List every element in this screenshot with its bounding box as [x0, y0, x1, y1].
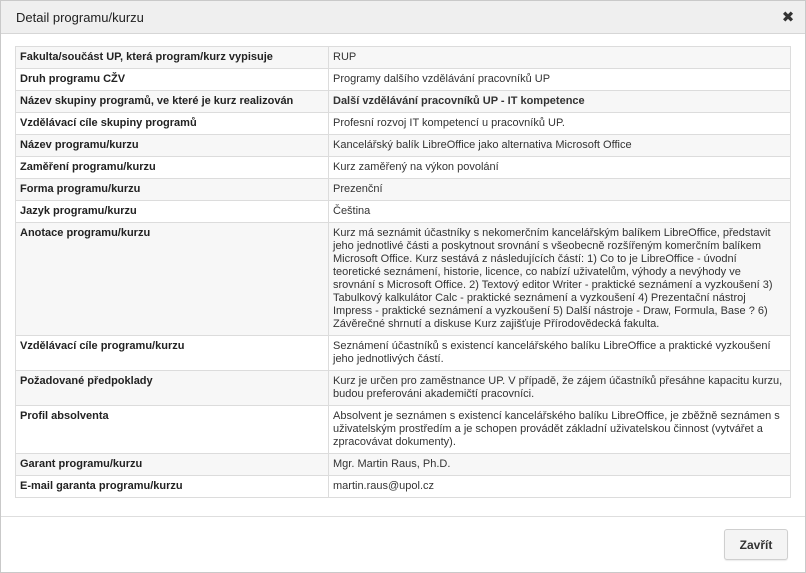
dialog-header	[1, 1, 805, 34]
row-label: Profil absolventa	[16, 406, 329, 454]
row-label: Garant programu/kurzu	[16, 454, 329, 476]
row-value: martin.raus@upol.cz	[329, 476, 791, 498]
row-label: Název skupiny programů, ve které je kurz realizován	[16, 91, 329, 113]
table-row	[16, 223, 791, 336]
row-value: Absolvent je seznámen s existencí kancelářského balíku LibreOffice, je zběžně seznámen s uživatelským prostředím a je schopen provádět základní uživatelskou činnost (vytvářet a zpracovávat dokumenty).	[329, 406, 791, 454]
table-row	[16, 69, 791, 91]
table-row	[16, 476, 791, 498]
row-value: Prezenční	[329, 179, 791, 201]
dialog-body	[15, 46, 791, 498]
row-label: E-mail garanta programu/kurzu	[16, 476, 329, 498]
row-value: Programy dalšího vzdělávání pracovníků UP	[329, 69, 791, 91]
row-value: Čeština	[329, 201, 791, 223]
row-label: Jazyk programu/kurzu	[16, 201, 329, 223]
row-label: Požadované předpoklady	[16, 371, 329, 406]
close-button[interactable]: Zavřít	[724, 529, 788, 560]
row-value: RUP	[329, 47, 791, 69]
row-label: Fakulta/součást UP, která program/kurz vypisuje	[16, 47, 329, 69]
table-row	[16, 406, 791, 454]
footer-divider	[1, 516, 805, 517]
row-value: Kurz zaměřený na výkon povolání	[329, 157, 791, 179]
row-value: Kurz má seznámit účastníky s nekomerčním kancelářským balíkem LibreOffice, představit jeho jednotlivé části a poskytnout srovnání s všeobecně rozšířeným komerčním balíkem Microsoft Office. Kurz sestává z následujících částí: 1) Co to je LibreOffice - úvodní teoretické seznámení, historie, licence, co nabízí uživatelům, výhody a nevýhody ve srovnání s Microsoft Office. 2) Textový editor Writer - praktické seznámení a vyzkoušení 3) Tabulkový kalkulátor Calc - praktické seznámení a vyzkoušení 4) Prezentační nástroj Impress - praktické seznámení a vyzkoušení 5) Další nástroje - Draw, Formula, Base ? 6) Závěrečné shrnutí a diskuse Kurz zajišťuje Přírodovědecká fakulta.	[329, 223, 791, 336]
table-row	[16, 113, 791, 135]
table-row	[16, 454, 791, 476]
row-label: Druh programu CŽV	[16, 69, 329, 91]
row-value: Další vzdělávání pracovníků UP - IT kompetence	[329, 91, 791, 113]
table-row	[16, 135, 791, 157]
row-label: Zaměření programu/kurzu	[16, 157, 329, 179]
row-value: Kurz je určen pro zaměstnance UP. V případě, že zájem účastníků přesáhne kapacitu kurzu, budou preferováni akademičtí pracovníci.	[329, 371, 791, 406]
row-label: Vzdělávací cíle programu/kurzu	[16, 336, 329, 371]
table-row	[16, 371, 791, 406]
dialog-title: Detail programu/kurzu	[16, 10, 144, 25]
table-row	[16, 47, 791, 69]
row-label: Forma programu/kurzu	[16, 179, 329, 201]
row-value: Mgr. Martin Raus, Ph.D.	[329, 454, 791, 476]
row-label: Název programu/kurzu	[16, 135, 329, 157]
table-row	[16, 201, 791, 223]
row-value: Seznámení účastníků s existencí kancelářského balíku LibreOffice a praktické vyzkoušení jeho jednotlivých částí.	[329, 336, 791, 371]
close-icon[interactable]: ✖	[781, 8, 795, 26]
row-label: Vzdělávací cíle skupiny programů	[16, 113, 329, 135]
row-value: Profesní rozvoj IT kompetencí u pracovníků UP.	[329, 113, 791, 135]
row-value: Kancelářský balík LibreOffice jako alternativa Microsoft Office	[329, 135, 791, 157]
row-label: Anotace programu/kurzu	[16, 223, 329, 336]
table-row	[16, 91, 791, 113]
table-row	[16, 336, 791, 371]
detail-table	[15, 46, 791, 498]
table-row	[16, 179, 791, 201]
table-row	[16, 157, 791, 179]
